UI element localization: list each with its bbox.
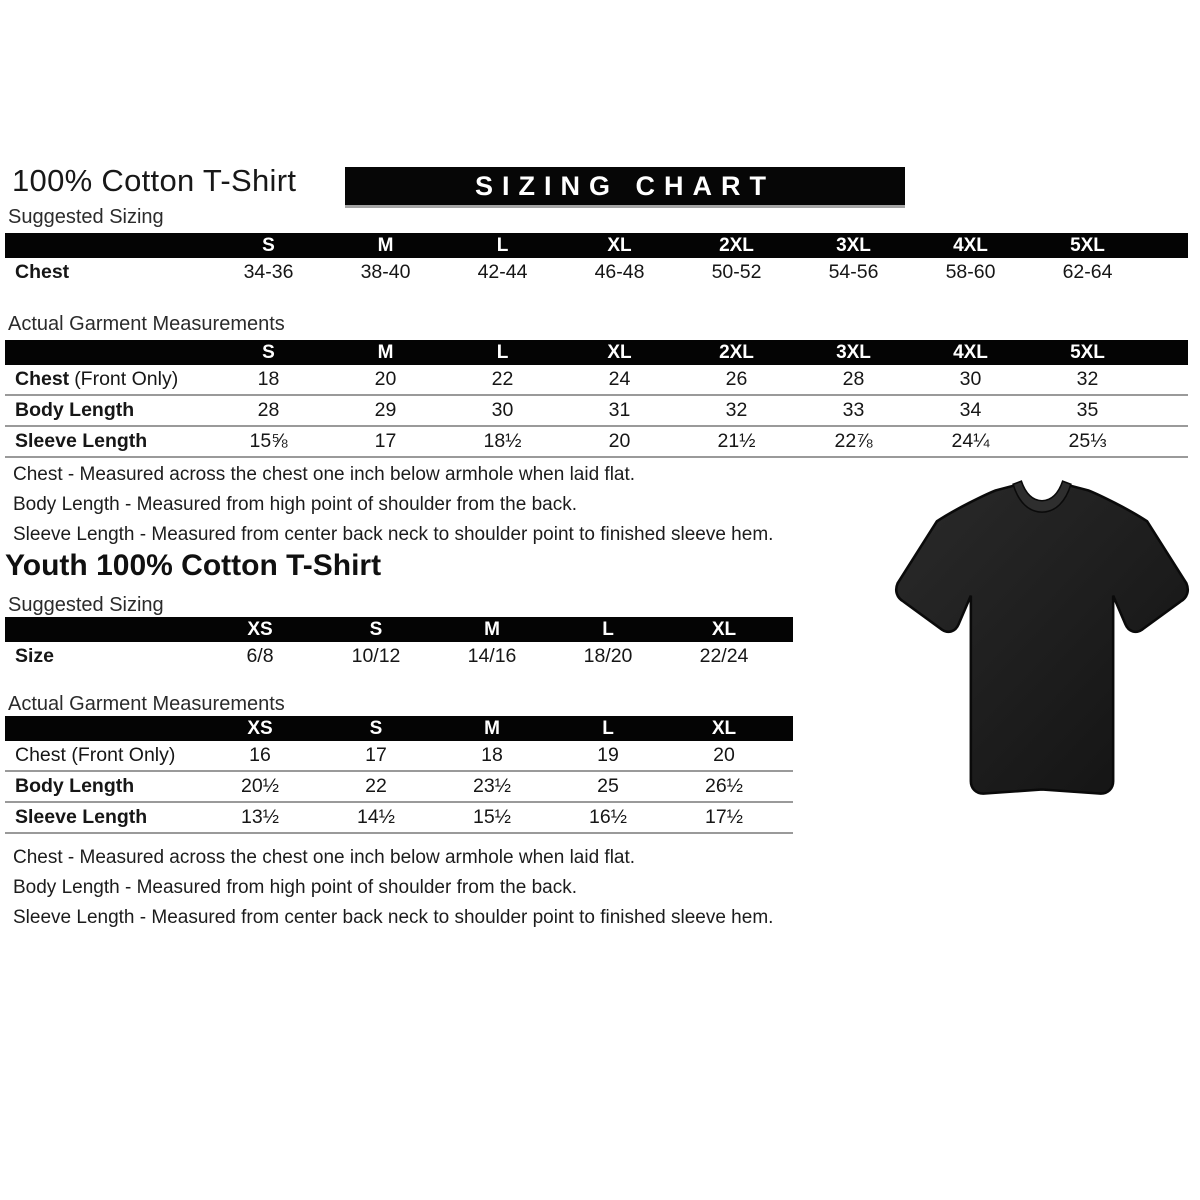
size-column-header: L — [550, 716, 666, 741]
spacer-cell — [5, 233, 210, 258]
measurement-cell: 34 — [912, 395, 1029, 426]
note-sleeve-length: Sleeve Length - Measured from center back neck to shoulder point to finished sleeve hem. — [13, 524, 774, 545]
youth-suggested-sizing-label: Suggested Sizing — [8, 594, 164, 616]
measurement-cell: 10/12 — [318, 642, 434, 671]
size-column-header: 5XL — [1029, 340, 1146, 365]
table-row-body-length — [5, 395, 1188, 426]
spacer-cell — [5, 617, 202, 642]
size-column-header: S — [318, 617, 434, 642]
row-label-main: Chest — [15, 368, 70, 390]
note-sleeve-length: Sleeve Length - Measured from center back neck to shoulder point to finished sleeve hem. — [13, 907, 774, 928]
row-label: Chest — [5, 258, 210, 287]
spacer-cell — [1146, 365, 1188, 395]
spacer-cell — [1146, 340, 1188, 365]
size-column-header: S — [210, 340, 327, 365]
size-column-header: L — [550, 617, 666, 642]
measurement-cell: 33 — [795, 395, 912, 426]
spacer-cell — [1146, 395, 1188, 426]
measurement-cell: 22/24 — [666, 642, 782, 671]
measurement-cell: 28 — [795, 365, 912, 395]
size-column-header: 3XL — [795, 340, 912, 365]
spacer-cell — [1146, 233, 1188, 258]
tshirt-image — [886, 476, 1198, 806]
note-body-length: Body Length - Measured from high point of shoulder from the back. — [13, 494, 577, 515]
measurement-cell: 19 — [550, 741, 666, 771]
measurement-cell: 14½ — [318, 802, 434, 833]
adult-actual-measurements-label: Actual Garment Measurements — [8, 313, 285, 335]
table-row-chest — [5, 741, 793, 771]
measurement-cell: 6/8 — [202, 642, 318, 671]
spacer-cell — [5, 340, 210, 365]
spacer-cell — [782, 741, 793, 771]
measurement-cell: 30 — [444, 395, 561, 426]
table-row-size — [5, 642, 793, 671]
row-label: Sleeve Length — [5, 802, 202, 833]
page-title: 100% Cotton T-Shirt — [12, 163, 297, 198]
size-column-header: L — [444, 233, 561, 258]
spacer-cell — [782, 642, 793, 671]
measurement-cell: 20½ — [202, 771, 318, 802]
size-column-header: 3XL — [795, 233, 912, 258]
measurement-cell: 23½ — [434, 771, 550, 802]
measurement-cell: 54-56 — [795, 258, 912, 287]
measurement-cell: 18 — [434, 741, 550, 771]
note-body-length: Body Length - Measured from high point of shoulder from the back. — [13, 877, 577, 898]
table-header-row — [5, 340, 1188, 365]
measurement-cell: 22⅞ — [795, 426, 912, 457]
size-column-header: S — [318, 716, 434, 741]
measurement-cell: 26 — [678, 365, 795, 395]
size-column-header: M — [327, 340, 444, 365]
measurement-cell: 13½ — [202, 802, 318, 833]
youth-actual-measurements-label: Actual Garment Measurements — [8, 693, 285, 715]
measurement-cell: 24 — [561, 365, 678, 395]
size-column-header: XL — [666, 617, 782, 642]
measurement-cell: 31 — [561, 395, 678, 426]
row-label — [5, 365, 210, 395]
youth-measurement-notes — [13, 843, 773, 933]
measurement-cell: 46-48 — [561, 258, 678, 287]
measurement-cell: 28 — [210, 395, 327, 426]
size-column-header: 4XL — [912, 233, 1029, 258]
measurement-cell: 18 — [210, 365, 327, 395]
measurement-cell: 35 — [1029, 395, 1146, 426]
size-column-header: XL — [561, 340, 678, 365]
size-column-header: L — [444, 340, 561, 365]
spacer-cell — [782, 802, 793, 833]
table-row-chest — [5, 365, 1188, 395]
measurement-cell: 14/16 — [434, 642, 550, 671]
row-label: Chest (Front Only) — [5, 741, 202, 771]
measurement-cell: 15½ — [434, 802, 550, 833]
size-column-header: XL — [666, 716, 782, 741]
table-row-body-length — [5, 771, 793, 802]
size-column-header: 5XL — [1029, 233, 1146, 258]
adult-actual-measurements-table — [5, 340, 1188, 458]
measurement-cell: 42-44 — [444, 258, 561, 287]
measurement-cell: 24¼ — [912, 426, 1029, 457]
measurement-cell: 25⅓ — [1029, 426, 1146, 457]
measurement-cell: 30 — [912, 365, 1029, 395]
spacer-cell — [782, 716, 793, 741]
row-label-note: (Front Only) — [74, 368, 179, 390]
measurement-cell: 29 — [327, 395, 444, 426]
table-header-row — [5, 716, 793, 741]
table-header-row — [5, 233, 1188, 258]
measurement-cell: 38-40 — [327, 258, 444, 287]
measurement-cell: 25 — [550, 771, 666, 802]
spacer-cell — [782, 617, 793, 642]
size-column-header: S — [210, 233, 327, 258]
measurement-cell: 58-60 — [912, 258, 1029, 287]
spacer-cell — [5, 716, 202, 741]
measurement-cell: 18/20 — [550, 642, 666, 671]
measurement-cell: 16½ — [550, 802, 666, 833]
row-label: Size — [5, 642, 202, 671]
note-chest: Chest - Measured across the chest one inch below armhole when laid flat. — [13, 847, 636, 868]
table-row-sleeve-length — [5, 802, 793, 833]
measurement-cell: 22 — [444, 365, 561, 395]
size-column-header: XS — [202, 716, 318, 741]
measurement-cell: 16 — [202, 741, 318, 771]
row-label: Sleeve Length — [5, 426, 210, 457]
measurement-cell: 22 — [318, 771, 434, 802]
adult-suggested-sizing-table — [5, 233, 1188, 287]
measurement-cell: 32 — [678, 395, 795, 426]
measurement-cell: 50-52 — [678, 258, 795, 287]
measurement-cell: 62-64 — [1029, 258, 1146, 287]
size-column-header: 4XL — [912, 340, 1029, 365]
size-column-header: 2XL — [678, 340, 795, 365]
measurement-cell: 26½ — [666, 771, 782, 802]
tshirt-body — [896, 485, 1188, 793]
measurement-cell: 18½ — [444, 426, 561, 457]
table-row-sleeve-length — [5, 426, 1188, 457]
youth-section-title: Youth 100% Cotton T-Shirt — [5, 549, 382, 582]
measurement-cell: 17½ — [666, 802, 782, 833]
size-column-header: M — [434, 617, 550, 642]
measurement-cell: 20 — [327, 365, 444, 395]
note-chest: Chest - Measured across the chest one inch below armhole when laid flat. — [13, 464, 636, 485]
measurement-cell: 21½ — [678, 426, 795, 457]
spacer-cell — [782, 771, 793, 802]
adult-measurement-notes — [13, 460, 773, 550]
row-label: Body Length — [5, 771, 202, 802]
table-row — [5, 258, 1188, 287]
spacer-cell — [1146, 258, 1188, 287]
row-label: Body Length — [5, 395, 210, 426]
measurement-cell: 15⅝ — [210, 426, 327, 457]
spacer-cell — [1146, 426, 1188, 457]
size-column-header: M — [327, 233, 444, 258]
sizing-chart-banner: SIZING CHART — [345, 167, 905, 205]
size-column-header: XS — [202, 617, 318, 642]
measurement-cell: 32 — [1029, 365, 1146, 395]
adult-suggested-sizing-label: Suggested Sizing — [8, 206, 164, 228]
measurement-cell: 20 — [666, 741, 782, 771]
size-column-header: 2XL — [678, 233, 795, 258]
size-column-header: XL — [561, 233, 678, 258]
measurement-cell: 20 — [561, 426, 678, 457]
measurement-cell: 34-36 — [210, 258, 327, 287]
measurement-cell: 17 — [318, 741, 434, 771]
measurement-cell: 17 — [327, 426, 444, 457]
youth-suggested-sizing-table — [5, 617, 793, 671]
size-column-header: M — [434, 716, 550, 741]
table-header-row — [5, 617, 793, 642]
youth-actual-measurements-table — [5, 716, 793, 834]
